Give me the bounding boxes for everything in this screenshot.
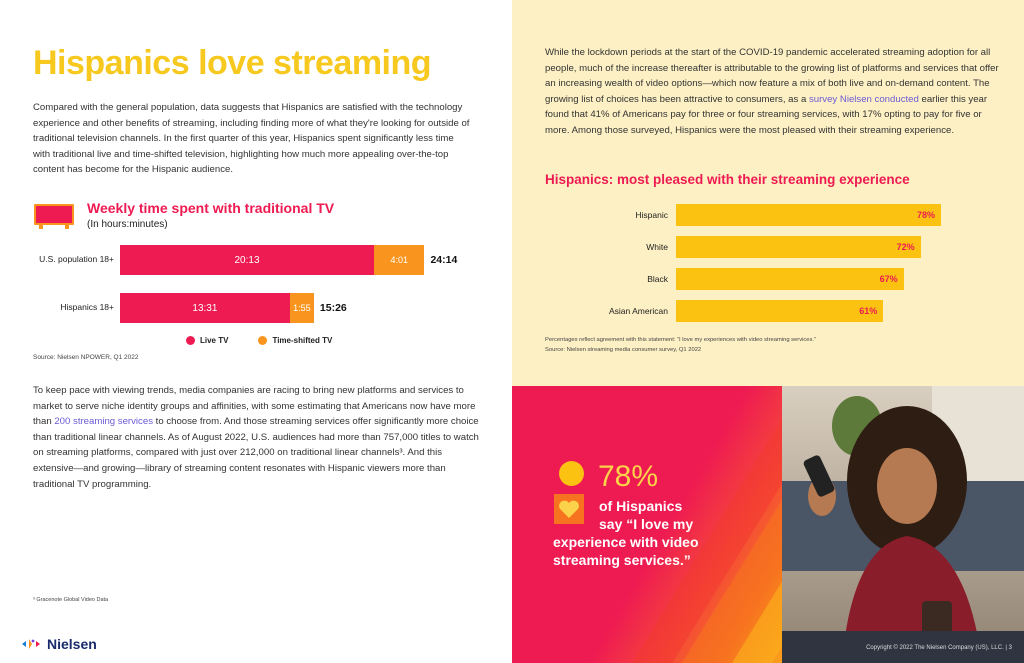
tv-chart-row-label: Hispanics 18+	[60, 302, 114, 312]
pleased-chart-source: Source: Nielsen streaming media consumer survey, Q1 2022	[545, 347, 702, 353]
stat-line-1: of Hispanics	[599, 498, 683, 514]
pleased-chart-label: Asian American	[608, 306, 668, 316]
tv-chart-subtitle: (In hours:minutes)	[87, 219, 168, 230]
legend-shift-dot	[258, 336, 267, 345]
tv-chart-row	[0, 245, 458, 275]
footnote: ³ Gracenote Global Video Data	[33, 597, 109, 603]
covid-paragraph	[545, 45, 1000, 139]
tv-chart-legend	[186, 336, 332, 345]
para2-text-a: To keep pace with viewing trends, media companies are racing to bring new platforms and services to market to serve niche identity groups and affinities, with some estimating that Americans now have more than	[33, 385, 476, 428]
stat-line-4: streaming services.”	[553, 552, 691, 568]
time-shifted-bar: 4:01	[374, 245, 424, 275]
tv-chart-total: 24:14	[430, 254, 458, 266]
tv-chart-row	[0, 293, 347, 323]
stat-percentage: 78%	[598, 460, 659, 493]
right-top-panel	[512, 0, 1024, 386]
stat-circle-icon	[559, 461, 584, 486]
pleased-chart-value: 72%	[896, 242, 915, 252]
pleased-chart-bar	[676, 236, 921, 258]
pleased-chart-bar	[676, 204, 941, 226]
intro-paragraph: Compared with the general population, data suggests that Hispanics are satisfied with the technology experience and other benefits of streaming, including finding more of what they're looking for outside of traditional television channels. In the first quarter of this year, Hispanics spent significantly less time with traditional live and time-shifted television, highlighting how much more appealing over-the-top content has become for the Hispanic audience.	[33, 102, 470, 176]
time-shifted-bar: 1:55	[290, 293, 314, 323]
pleased-chart-value: 78%	[917, 210, 936, 220]
pleased-chart-value: 67%	[879, 274, 898, 284]
nielsen-logo	[20, 636, 97, 652]
streaming-services-link[interactable]: 200 streaming services	[54, 416, 153, 428]
tv-chart-title: Weekly time spent with traditional TV	[87, 200, 335, 216]
tv-chart-source: Source: Nielsen NPOWER, Q1 2022	[33, 354, 139, 361]
legend-shift-label: Time-shifted TV	[272, 336, 333, 345]
pleased-chart-notes	[545, 335, 816, 355]
pleased-chart-label: Hispanic	[635, 210, 668, 220]
pleased-chart-label: White	[646, 242, 668, 252]
live-tv-bar: 13:31	[120, 293, 290, 323]
rt-text-b: earlier this year found that 41% of Americans pay for three or four streaming services, with 17% opting to pay for five or more. Among those surveyed, Hispanics were the most pleased with their streaming experience.	[545, 93, 988, 136]
survey-link[interactable]: survey Nielsen conducted	[808, 93, 919, 105]
pleased-chart-bar	[676, 268, 904, 290]
woman-with-remote-photo	[782, 386, 1024, 663]
nielsen-logo-text: Nielsen	[47, 636, 97, 652]
legend-shift	[258, 336, 332, 345]
heart-icon	[554, 494, 584, 524]
rt-text-a: While the lockdown periods at the start of the COVID-19 pandemic accelerated streaming adoption for all people, much of the increase thereafter is attributable to the growing list of platforms and services that offer an increasing wealth of video options—which now feature a mix of both live and on-demand content. The growing list of choices has been attractive to consumers, as a	[545, 47, 999, 105]
para2-text-b: to choose from. And those streaming services offer significantly more choice than traditional linear channels. As of August 2022, U.S. audiences had more than 757,000 titles to watch on streaming platforms, compared with just over 212,000 on traditional linear channels³. And this extensive—and growing—library of streaming content resonates with Hispanic viewers more than traditional TV programming.	[33, 416, 479, 490]
stat-line-2: say “I love my	[599, 516, 694, 532]
pleased-chart-bar	[676, 300, 883, 322]
legend-live-dot	[186, 336, 195, 345]
pleased-chart-label: Black	[647, 274, 668, 284]
legend-live	[186, 336, 228, 345]
pleased-chart-value: 61%	[859, 306, 878, 316]
pleased-chart-note: Percentages reflect agreement with this statement: “I love my experiences with video streaming services.”	[545, 337, 816, 343]
live-tv-bar: 20:13	[120, 245, 374, 275]
page-title: Hispanics love streaming	[33, 44, 432, 82]
tv-chart-total: 15:26	[319, 302, 347, 314]
nielsen-logo-icon	[20, 638, 42, 650]
legend-live-label: Live TV	[200, 336, 229, 345]
tv-chart-row-label: U.S. population 18+	[39, 254, 114, 264]
copyright: Copyright © 2022 The Nielsen Company (US), LLC. | 3	[866, 645, 1012, 651]
streaming-paragraph	[33, 383, 483, 492]
pleased-chart-title: Hispanics: most pleased with their streaming experience	[545, 172, 910, 187]
tv-icon	[33, 203, 75, 230]
stat-panel	[512, 386, 1024, 663]
stat-line-3: experience with video	[553, 534, 699, 550]
